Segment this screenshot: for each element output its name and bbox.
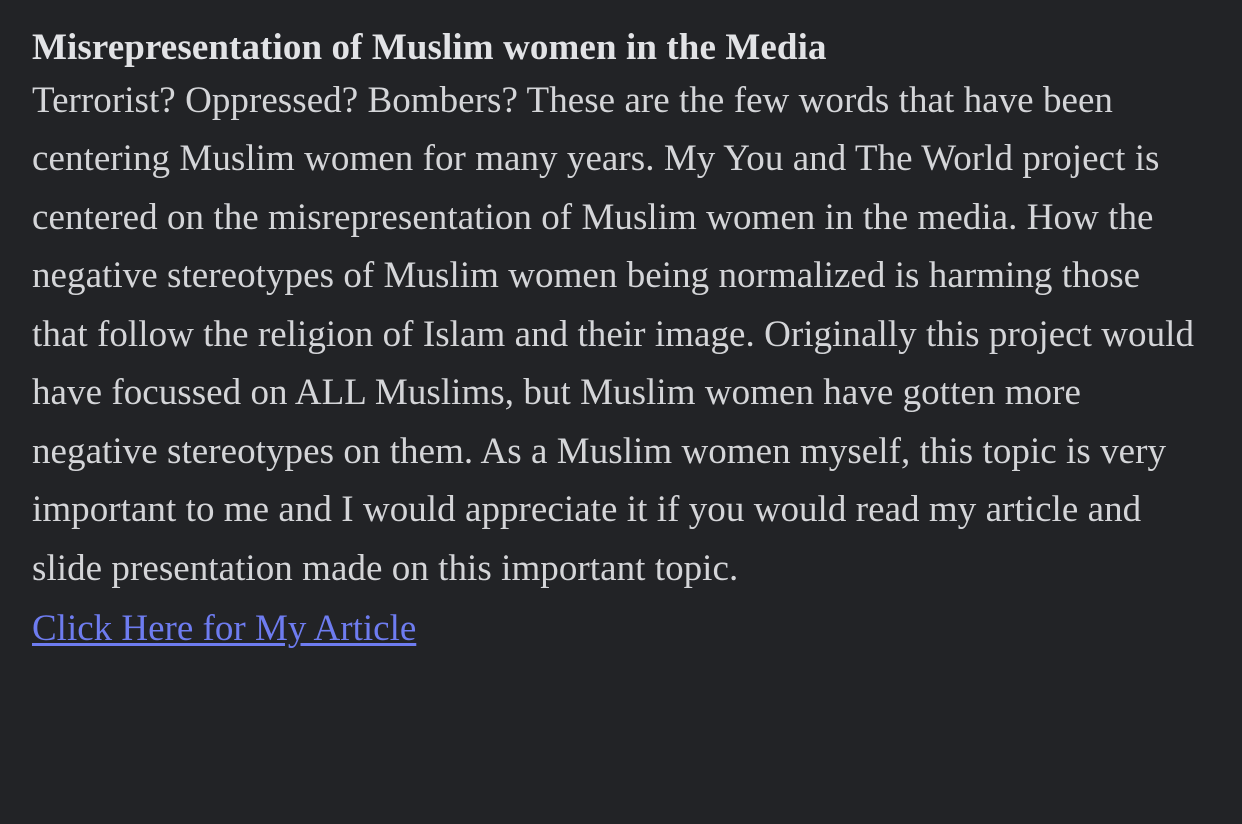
article-link[interactable]: Click Here for My Article (32, 608, 417, 650)
page-title: Misrepresentation of Muslim women in the Media (32, 27, 827, 68)
article-body-text: Terrorist? Oppressed? Bombers? These are the few words that have been centering Muslim women for many years. My You and The World project is centered on the misrepresentation of Muslim women in the media. How the negative stereotypes of Muslim women being normalized is harming those that follow the religion of Islam and their image. Originally this project would have focussed on ALL Muslims, but Muslim women have gotten more negative stereotypes on them. As a Muslim women myself, this topic is very important to me and I would appreciate it if you would read my article and slide presentation made on this important topic. (32, 79, 1195, 589)
